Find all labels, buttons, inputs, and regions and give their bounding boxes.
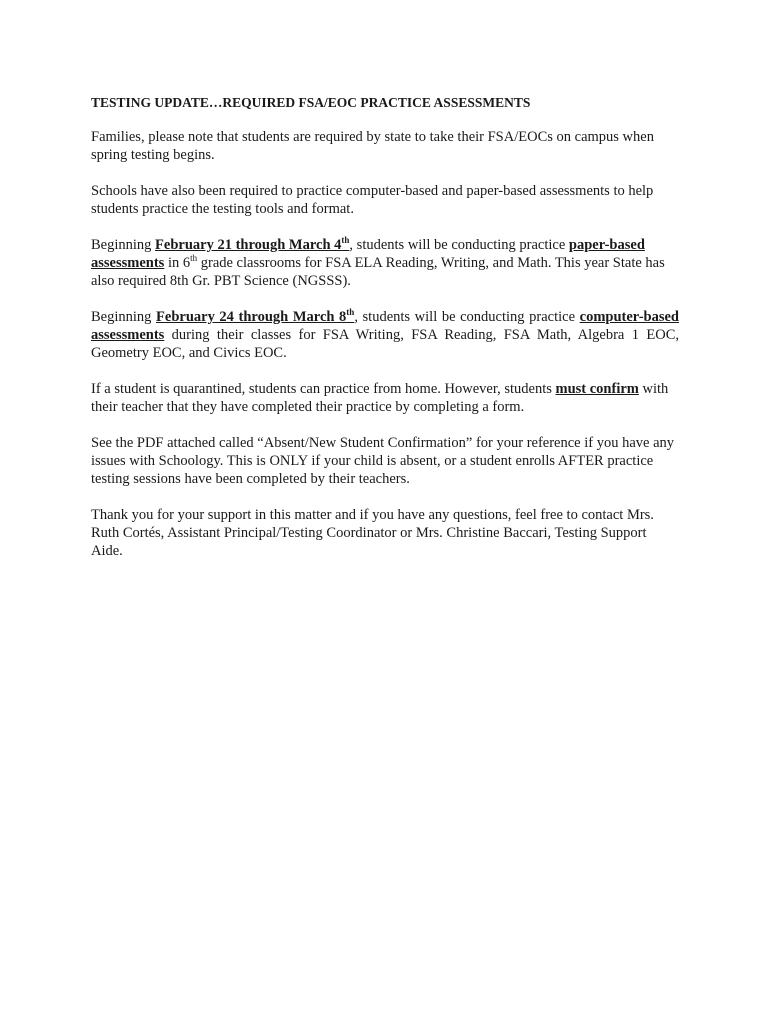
must-confirm-emphasis: must confirm	[555, 381, 639, 397]
paragraph-families-notice: Families, please note that students are required by state to take their FSA/EOCs on campus when spring testing begins.	[91, 129, 654, 163]
text-run: with their teacher that they have completed their practice by completing a form.	[91, 381, 669, 415]
text-run: in 6	[164, 255, 191, 271]
paragraph-quarantine	[91, 380, 679, 416]
paragraph-schools-practice: Schools have also been required to practice computer-based and paper-based assessments to help students practice the testing tools and format.	[91, 183, 654, 217]
text-run: , students will be conducting practice	[354, 309, 580, 325]
paragraph-computer-based	[91, 308, 679, 362]
computer-based-label: computer-based assessments	[91, 309, 679, 343]
superscript: th	[190, 253, 198, 264]
document-page	[91, 94, 679, 578]
paragraph-paper-based	[91, 236, 679, 290]
superscript: th	[346, 307, 355, 318]
text-run: Beginning	[91, 237, 156, 253]
computer-based-dates: February 24 through March 8th	[156, 307, 355, 325]
paragraph-thank-you: Thank you for your support in this matter and if you have any questions, feel free to contact Mrs. Ruth Cortés, Assistant Principal/Testing Coordinator or Mrs. Christine Baccari, Testing Support Aide.	[91, 507, 654, 559]
text-run: If a student is quarantined, students can practice from home. However, students	[91, 381, 556, 397]
paper-based-label: paper-based assessments	[91, 237, 645, 271]
document-title: TESTING UPDATE…REQUIRED FSA/EOC PRACTICE ASSESSMENTS	[91, 95, 531, 110]
text-run: Beginning	[91, 309, 157, 325]
superscript: th	[341, 235, 350, 246]
text-run: grade classrooms for FSA ELA Reading, Writing, and Math. This year State has also required 8th Gr. PBT Science (NGSSS).	[91, 255, 665, 289]
text-run: , students will be conducting practice	[349, 237, 569, 253]
paper-based-dates: February 21 through March 4th	[155, 235, 350, 253]
paragraph-pdf-attachment: See the PDF attached called “Absent/New Student Confirmation” for your reference if you have any issues with Schoology. This is ONLY if your child is absent, or a student enrolls AFTER practice testing sessions have been completed by their teachers.	[91, 435, 675, 487]
text-run: during their classes for FSA Writing, FSA Reading, FSA Math, Algebra 1 EOC, Geometry EOC, and Civics EOC.	[91, 327, 679, 361]
